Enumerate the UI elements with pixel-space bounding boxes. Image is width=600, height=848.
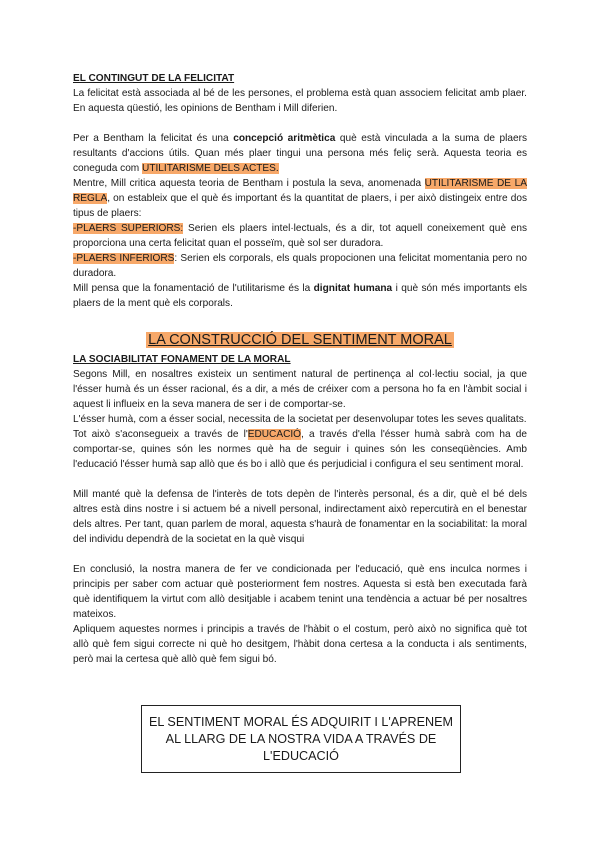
highlighted-term: -PLAERS INFERIORS [73, 253, 175, 264]
paragraph: Mill manté què la defensa de l'interès de tots depèn de l'interès personal, és a dir, què el bé dels altres està dins nostre i si actuem bé a nivell personal, indirectament això repercutirà en el benestar dels altres. Per tant, quan parlem de moral, aquesta s'haurà de fonamentar en la sociabilitat: la moral del individu dependrà de la societat en la què visqui [73, 489, 527, 545]
summary-box [141, 705, 461, 773]
paragraph: En conclusió, la nostra manera de fer ve condicionada per l'educació, què ens inculca normes i principis per saber com actuar què posteriorment fem nostres. Aquesta si està ben executada farà què identifiquem la virtut com allò desitjable i acabem tenint una tendència a actuar bé per nosaltres mateixos. [73, 564, 527, 620]
paragraph: L'ésser humà, com a ésser social, necessita de la societat per desenvolupar totes les seves qualitats. [73, 414, 527, 425]
paragraph: Apliquem aquestes normes i principis a través de l'hàbit o el costum, però això no significa què tot allò què fem sigui correcte ni què ho desitgem, l'hàbit dona certesa a la conducta i als sentiments, però mai la certesa què allò què fem sigui bó. [73, 624, 527, 665]
section-title: LA CONSTRUCCIÓ DEL SENTIMENT MORAL [148, 332, 452, 348]
paragraph: Segons Mill, en nosaltres existeix un sentiment natural de pertinença al col·lectiu social, ja que l'ésser humà és un ésser racional, és a dir, a més de créixer com a persona ho fa en l'àmbit social i aquest li influeix en la seva manera de ser i de comportar-se. [73, 369, 527, 410]
paragraph: Mentre, Mill critica aquesta teoria de Bentham i postula la seva, anomenada UTILITARISME DE LA REGLA, on estableix que el què és important és la quantitat de plaers, i per això distingeix entre dos tipus de plaers: [73, 178, 527, 219]
section-heading-sociabilitat: LA SOCIABILITAT FONAMENT DE LA MORAL [73, 354, 291, 365]
section-heading-felicitat: EL CONTINGUT DE LA FELICITAT [73, 73, 235, 84]
section-title-wrap [73, 331, 527, 350]
paragraph: Mill pensa que la fonamentació de l'utilitarisme és la dignitat humana i què són més importants els plaers de la ment què els corporals. [73, 283, 528, 309]
highlighted-term: -PLAERS SUPERIORS: [73, 223, 184, 234]
summary-text: EL SENTIMENT MORAL ÉS ADQUIRIT I L'APRENEM AL LLARG DE LA NOSTRA VIDA A TRAVÉS DE L'EDUCACIÓ [148, 714, 454, 763]
highlighted-term: UTILITARISME DELS ACTES. [142, 163, 279, 174]
highlighted-term: UTILITARISME DE LA REGLA [73, 178, 527, 204]
paragraph: -PLAERS INFERIORS: Serien els corporals, els quals propocionen una felicitat momentania pero no duradora. [73, 253, 527, 279]
bold-term: dignitat humana [313, 283, 393, 294]
highlighted-term: EDUCACIÓ [247, 429, 302, 440]
document-body [73, 71, 527, 667]
paragraph: -PLAERS SUPERIORS: Serien els plaers intel·lectuals, és a dir, tot aquell coneixement què ens proporciona una certa felicitat quan el posseïm, què sol ser duradora. [73, 223, 527, 249]
paragraph: Tot això s'aconsegueix a través de l'EDUCACIÓ, a través d'ella l'ésser humà sabrà com ha de comportar-se, quines són les normes què ha de seguir i quines són les conseqüències. Amb l'educació l'ésser humà sap allò que és bo i allò que és perjudicial i configura el seu sentiment moral. [73, 429, 527, 470]
paragraph: Per a Bentham la felicitat és una concepció aritmètica què està vinculada a la suma de plaers resultants d'accions útils. Quan més plaer tingui una persona més feliç serà. Aquesta teoria es coneguda com UTILITARISME DELS ACTES. [73, 133, 528, 174]
bold-term: concepció aritmètica [233, 133, 336, 144]
paragraph: La felicitat està associada al bé de les persones, el problema està quan associem felicitat amb plaer. En aquesta qüestió, les opinions de Bentham i Mill diferien. [73, 88, 527, 114]
